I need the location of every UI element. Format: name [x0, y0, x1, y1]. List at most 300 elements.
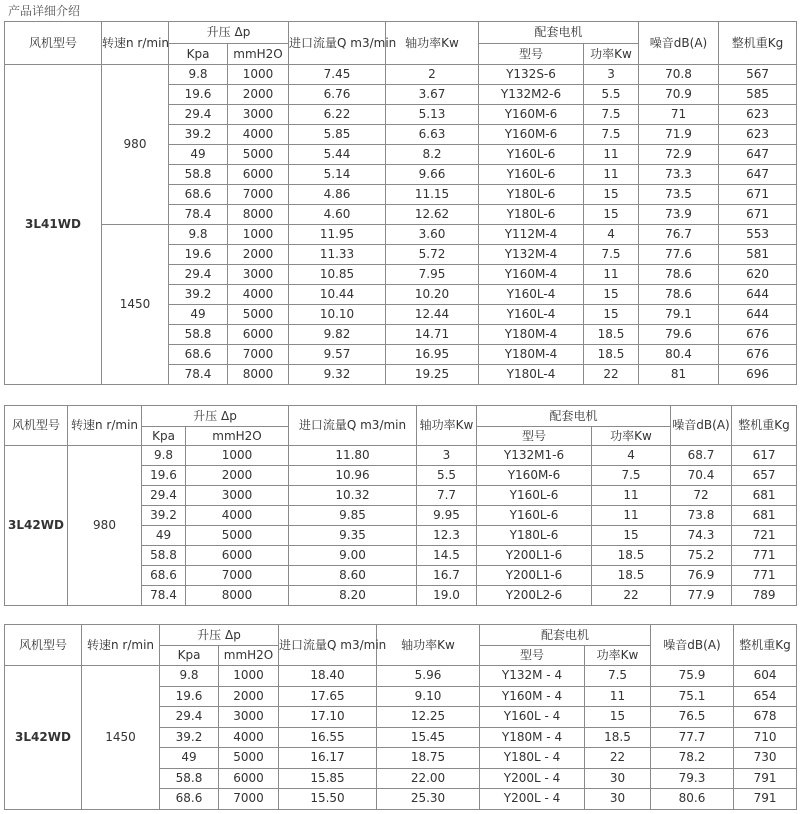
motor-type-cell: Y200L1-6 — [477, 566, 592, 586]
mmh2o-cell: 1000 — [228, 225, 289, 245]
mmh2o-cell: 5000 — [186, 526, 289, 546]
spec-table-3l41wd — [4, 21, 797, 385]
motor-type-cell: Y180M-4 — [479, 325, 584, 345]
model-cell: 3L42WD — [5, 446, 68, 606]
header-model: 风机型号 — [5, 625, 82, 666]
shaft-power-cell: 19.0 — [417, 586, 477, 606]
header-weight: 整机重Kg — [734, 625, 797, 666]
noise-cell: 73.8 — [671, 506, 732, 526]
motor-power-cell: 7.5 — [592, 466, 671, 486]
motor-type-cell: Y180L-4 — [479, 365, 584, 385]
mmh2o-cell: 2000 — [228, 245, 289, 265]
noise-cell: 76.7 — [639, 225, 719, 245]
mmh2o-cell: 4000 — [186, 506, 289, 526]
header-flow: 进口流量Q m3/min — [279, 625, 377, 666]
kpa-cell: 9.8 — [142, 446, 186, 466]
flow-cell: 11.80 — [289, 446, 417, 466]
motor-type-cell: Y160L - 4 — [480, 707, 585, 728]
mmh2o-cell: 8000 — [228, 205, 289, 225]
kpa-cell: 9.8 — [169, 225, 228, 245]
weight-cell: 654 — [734, 686, 797, 707]
weight-cell: 721 — [732, 526, 797, 546]
header-weight: 整机重Kg — [719, 22, 797, 65]
weight-cell: 647 — [719, 145, 797, 165]
flow-cell: 17.10 — [279, 707, 377, 728]
motor-type-cell: Y180L-6 — [477, 526, 592, 546]
motor-power-cell: 7.5 — [584, 105, 639, 125]
speed-cell: 980 — [102, 65, 169, 225]
kpa-cell: 29.4 — [142, 486, 186, 506]
shaft-power-cell: 25.30 — [377, 789, 480, 810]
table-row — [5, 446, 797, 466]
motor-power-cell: 11 — [584, 265, 639, 285]
flow-cell: 9.00 — [289, 546, 417, 566]
mmh2o-cell: 3000 — [228, 105, 289, 125]
motor-power-cell: 7.5 — [584, 245, 639, 265]
motor-power-cell: 18.5 — [592, 546, 671, 566]
mmh2o-cell: 3000 — [219, 707, 279, 728]
noise-cell: 72.9 — [639, 145, 719, 165]
mmh2o-cell: 6000 — [228, 165, 289, 185]
shaft-power-cell: 5.96 — [377, 666, 480, 687]
mmh2o-cell: 8000 — [186, 586, 289, 606]
motor-type-cell: Y200L2-6 — [477, 586, 592, 606]
header-motor-type: 型号 — [480, 646, 585, 666]
shaft-power-cell: 3.67 — [386, 85, 479, 105]
kpa-cell: 29.4 — [160, 707, 219, 728]
header-motor: 配套电机 — [480, 625, 651, 646]
noise-cell: 76.5 — [651, 707, 734, 728]
flow-cell: 16.17 — [279, 748, 377, 769]
weight-cell: 647 — [719, 165, 797, 185]
motor-power-cell: 18.5 — [592, 566, 671, 586]
weight-cell: 585 — [719, 85, 797, 105]
weight-cell: 730 — [734, 748, 797, 769]
kpa-cell: 39.2 — [169, 125, 228, 145]
motor-type-cell: Y132M2-6 — [479, 85, 584, 105]
header-flow: 进口流量Q m3/min — [289, 22, 386, 65]
motor-type-cell: Y132S-6 — [479, 65, 584, 85]
weight-cell: 553 — [719, 225, 797, 245]
kpa-cell: 19.6 — [169, 245, 228, 265]
mmh2o-cell: 3000 — [228, 265, 289, 285]
motor-power-cell: 15 — [584, 205, 639, 225]
header-model: 风机型号 — [5, 22, 102, 65]
flow-cell: 10.10 — [289, 305, 386, 325]
table-row — [5, 65, 797, 85]
motor-type-cell: Y160L-6 — [477, 486, 592, 506]
motor-power-cell: 22 — [584, 365, 639, 385]
mmh2o-cell: 5000 — [219, 748, 279, 769]
page-caption: 产品详细介绍 — [8, 4, 81, 18]
noise-cell: 78.6 — [639, 285, 719, 305]
header-pressure: 升压 Δp — [169, 22, 289, 44]
mmh2o-cell: 4000 — [228, 285, 289, 305]
kpa-cell: 49 — [142, 526, 186, 546]
weight-cell: 676 — [719, 345, 797, 365]
kpa-cell: 49 — [169, 305, 228, 325]
flow-cell: 5.85 — [289, 125, 386, 145]
kpa-cell: 39.2 — [142, 506, 186, 526]
motor-power-cell: 18.5 — [584, 325, 639, 345]
noise-cell: 78.6 — [639, 265, 719, 285]
mmh2o-cell: 1000 — [186, 446, 289, 466]
noise-cell: 79.6 — [639, 325, 719, 345]
noise-cell: 73.9 — [639, 205, 719, 225]
flow-cell: 10.85 — [289, 265, 386, 285]
motor-type-cell: Y180L-6 — [479, 185, 584, 205]
flow-cell: 18.40 — [279, 666, 377, 687]
noise-cell: 74.3 — [671, 526, 732, 546]
noise-cell: 78.2 — [651, 748, 734, 769]
noise-cell: 77.7 — [651, 727, 734, 748]
kpa-cell: 68.6 — [169, 185, 228, 205]
motor-type-cell: Y160L-6 — [477, 506, 592, 526]
motor-type-cell: Y160L-6 — [479, 145, 584, 165]
flow-cell: 8.60 — [289, 566, 417, 586]
shaft-power-cell: 12.62 — [386, 205, 479, 225]
shaft-power-cell: 18.75 — [377, 748, 480, 769]
kpa-cell: 49 — [160, 748, 219, 769]
mmh2o-cell: 5000 — [228, 145, 289, 165]
flow-cell: 9.85 — [289, 506, 417, 526]
mmh2o-cell: 6000 — [186, 546, 289, 566]
kpa-cell: 78.4 — [142, 586, 186, 606]
shaft-power-cell: 6.63 — [386, 125, 479, 145]
flow-cell: 9.82 — [289, 325, 386, 345]
motor-type-cell: Y200L1-6 — [477, 546, 592, 566]
header-noise: 噪音dB(A) — [671, 406, 732, 446]
weight-cell: 567 — [719, 65, 797, 85]
shaft-power-cell: 19.25 — [386, 365, 479, 385]
kpa-cell: 9.8 — [160, 666, 219, 687]
weight-cell: 644 — [719, 285, 797, 305]
weight-cell: 671 — [719, 205, 797, 225]
shaft-power-cell: 9.95 — [417, 506, 477, 526]
motor-power-cell: 30 — [585, 789, 651, 810]
kpa-cell: 9.8 — [169, 65, 228, 85]
kpa-cell: 58.8 — [142, 546, 186, 566]
mmh2o-cell: 7000 — [228, 185, 289, 205]
noise-cell: 70.9 — [639, 85, 719, 105]
header-motor-power: 功率Kw — [592, 427, 671, 446]
flow-cell: 8.20 — [289, 586, 417, 606]
flow-cell: 4.60 — [289, 205, 386, 225]
motor-power-cell: 4 — [584, 225, 639, 245]
flow-cell: 6.22 — [289, 105, 386, 125]
weight-cell: 791 — [734, 768, 797, 789]
spec-table-3l42wd-980 — [4, 405, 797, 606]
header-kpa: Kpa — [169, 44, 228, 65]
mmh2o-cell: 2000 — [219, 686, 279, 707]
mmh2o-cell: 7000 — [186, 566, 289, 586]
flow-cell: 9.32 — [289, 365, 386, 385]
kpa-cell: 58.8 — [169, 325, 228, 345]
weight-cell: 581 — [719, 245, 797, 265]
kpa-cell: 29.4 — [169, 265, 228, 285]
kpa-cell: 49 — [169, 145, 228, 165]
motor-power-cell: 11 — [584, 145, 639, 165]
shaft-power-cell: 22.00 — [377, 768, 480, 789]
shaft-power-cell: 7.95 — [386, 265, 479, 285]
flow-cell: 6.76 — [289, 85, 386, 105]
header-row — [5, 406, 797, 427]
weight-cell: 623 — [719, 105, 797, 125]
shaft-power-cell: 16.95 — [386, 345, 479, 365]
motor-type-cell: Y200L - 4 — [480, 789, 585, 810]
mmh2o-cell: 7000 — [219, 789, 279, 810]
mmh2o-cell: 1000 — [228, 65, 289, 85]
noise-cell: 75.1 — [651, 686, 734, 707]
mmh2o-cell: 6000 — [219, 768, 279, 789]
flow-cell: 5.44 — [289, 145, 386, 165]
mmh2o-cell: 5000 — [228, 305, 289, 325]
kpa-cell: 68.6 — [160, 789, 219, 810]
motor-power-cell: 7.5 — [585, 666, 651, 687]
header-motor-power: 功率Kw — [585, 646, 651, 666]
noise-cell: 80.6 — [651, 789, 734, 810]
motor-power-cell: 11 — [584, 165, 639, 185]
motor-type-cell: Y180M - 4 — [480, 727, 585, 748]
header-weight: 整机重Kg — [732, 406, 797, 446]
motor-type-cell: Y160M-6 — [477, 466, 592, 486]
weight-cell: 604 — [734, 666, 797, 687]
motor-power-cell: 4 — [592, 446, 671, 466]
noise-cell: 79.1 — [639, 305, 719, 325]
weight-cell: 617 — [732, 446, 797, 466]
kpa-cell: 39.2 — [160, 727, 219, 748]
weight-cell: 789 — [732, 586, 797, 606]
motor-type-cell: Y180L-6 — [479, 205, 584, 225]
motor-type-cell: Y160L-4 — [479, 305, 584, 325]
flow-cell: 15.50 — [279, 789, 377, 810]
header-pressure: 升压 Δp — [160, 625, 279, 646]
kpa-cell: 78.4 — [169, 205, 228, 225]
flow-cell: 11.33 — [289, 245, 386, 265]
header-mmh2o: mmH2O — [219, 646, 279, 666]
header-flow: 进口流量Q m3/min — [289, 406, 417, 446]
flow-cell: 11.95 — [289, 225, 386, 245]
kpa-cell: 19.6 — [142, 466, 186, 486]
noise-cell: 75.2 — [671, 546, 732, 566]
motor-power-cell: 22 — [592, 586, 671, 606]
header-shaft-power: 轴功率Kw — [377, 625, 480, 666]
kpa-cell: 58.8 — [169, 165, 228, 185]
table-row — [5, 666, 797, 687]
weight-cell: 676 — [719, 325, 797, 345]
motor-power-cell: 15 — [584, 185, 639, 205]
shaft-power-cell: 7.7 — [417, 486, 477, 506]
noise-cell: 73.5 — [639, 185, 719, 205]
noise-cell: 71 — [639, 105, 719, 125]
noise-cell: 77.6 — [639, 245, 719, 265]
shaft-power-cell: 12.25 — [377, 707, 480, 728]
shaft-power-cell: 10.20 — [386, 285, 479, 305]
motor-type-cell: Y180L - 4 — [480, 748, 585, 769]
noise-cell: 75.9 — [651, 666, 734, 687]
model-cell: 3L42WD — [5, 666, 82, 810]
weight-cell: 657 — [732, 466, 797, 486]
motor-type-cell: Y160L-4 — [479, 285, 584, 305]
spec-table-3l42wd-1450 — [4, 624, 797, 810]
motor-type-cell: Y132M-4 — [479, 245, 584, 265]
mmh2o-cell: 1000 — [219, 666, 279, 687]
weight-cell: 771 — [732, 546, 797, 566]
motor-type-cell: Y200L - 4 — [480, 768, 585, 789]
speed-cell: 1450 — [102, 225, 169, 385]
header-motor: 配套电机 — [477, 406, 671, 427]
shaft-power-cell: 5.5 — [417, 466, 477, 486]
model-cell: 3L41WD — [5, 65, 102, 385]
shaft-power-cell: 5.13 — [386, 105, 479, 125]
shaft-power-cell: 9.10 — [377, 686, 480, 707]
flow-cell: 10.32 — [289, 486, 417, 506]
motor-power-cell: 22 — [585, 748, 651, 769]
motor-power-cell: 11 — [585, 686, 651, 707]
header-kpa: Kpa — [160, 646, 219, 666]
flow-cell: 17.65 — [279, 686, 377, 707]
flow-cell: 9.35 — [289, 526, 417, 546]
header-speed: 转速n r/min — [102, 22, 169, 65]
noise-cell: 81 — [639, 365, 719, 385]
weight-cell: 678 — [734, 707, 797, 728]
header-noise: 噪音dB(A) — [651, 625, 734, 666]
noise-cell: 80.4 — [639, 345, 719, 365]
shaft-power-cell: 14.5 — [417, 546, 477, 566]
weight-cell: 671 — [719, 185, 797, 205]
shaft-power-cell: 5.72 — [386, 245, 479, 265]
motor-type-cell: Y160M-6 — [479, 105, 584, 125]
shaft-power-cell: 3.60 — [386, 225, 479, 245]
header-speed: 转速n r/min — [68, 406, 142, 446]
header-model: 风机型号 — [5, 406, 68, 446]
flow-cell: 16.55 — [279, 727, 377, 748]
motor-power-cell: 7.5 — [584, 125, 639, 145]
motor-power-cell: 15 — [592, 526, 671, 546]
motor-power-cell: 3 — [584, 65, 639, 85]
flow-cell: 7.45 — [289, 65, 386, 85]
header-row — [5, 625, 797, 646]
motor-type-cell: Y160M-6 — [479, 125, 584, 145]
mmh2o-cell: 7000 — [228, 345, 289, 365]
header-shaft-power: 轴功率Kw — [386, 22, 479, 65]
noise-cell: 71.9 — [639, 125, 719, 145]
header-shaft-power: 轴功率Kw — [417, 406, 477, 446]
mmh2o-cell: 4000 — [228, 125, 289, 145]
noise-cell: 72 — [671, 486, 732, 506]
shaft-power-cell: 15.45 — [377, 727, 480, 748]
shaft-power-cell: 8.2 — [386, 145, 479, 165]
noise-cell: 79.3 — [651, 768, 734, 789]
motor-power-cell: 18.5 — [585, 727, 651, 748]
weight-cell: 696 — [719, 365, 797, 385]
weight-cell: 681 — [732, 486, 797, 506]
motor-power-cell: 30 — [585, 768, 651, 789]
kpa-cell: 19.6 — [169, 85, 228, 105]
noise-cell: 73.3 — [639, 165, 719, 185]
motor-power-cell: 5.5 — [584, 85, 639, 105]
motor-type-cell: Y160M - 4 — [480, 686, 585, 707]
noise-cell: 70.8 — [639, 65, 719, 85]
flow-cell: 4.86 — [289, 185, 386, 205]
motor-type-cell: Y132M1-6 — [477, 446, 592, 466]
table-row — [5, 225, 797, 245]
motor-type-cell: Y132M - 4 — [480, 666, 585, 687]
noise-cell: 68.7 — [671, 446, 732, 466]
shaft-power-cell: 12.44 — [386, 305, 479, 325]
motor-power-cell: 11 — [592, 506, 671, 526]
noise-cell: 77.9 — [671, 586, 732, 606]
kpa-cell: 39.2 — [169, 285, 228, 305]
shaft-power-cell: 11.15 — [386, 185, 479, 205]
header-speed: 转速n r/min — [82, 625, 160, 666]
motor-type-cell: Y160L-6 — [479, 165, 584, 185]
flow-cell: 10.44 — [289, 285, 386, 305]
kpa-cell: 29.4 — [169, 105, 228, 125]
header-mmh2o: mmH2O — [186, 427, 289, 446]
mmh2o-cell: 8000 — [228, 365, 289, 385]
shaft-power-cell: 16.7 — [417, 566, 477, 586]
motor-power-cell: 15 — [585, 707, 651, 728]
weight-cell: 620 — [719, 265, 797, 285]
flow-cell: 10.96 — [289, 466, 417, 486]
motor-power-cell: 15 — [584, 305, 639, 325]
motor-type-cell: Y180M-4 — [479, 345, 584, 365]
shaft-power-cell: 14.71 — [386, 325, 479, 345]
header-noise: 噪音dB(A) — [639, 22, 719, 65]
kpa-cell: 68.6 — [142, 566, 186, 586]
kpa-cell: 58.8 — [160, 768, 219, 789]
flow-cell: 15.85 — [279, 768, 377, 789]
speed-cell: 980 — [68, 446, 142, 606]
weight-cell: 771 — [732, 566, 797, 586]
mmh2o-cell: 6000 — [228, 325, 289, 345]
header-pressure: 升压 Δp — [142, 406, 289, 427]
noise-cell: 76.9 — [671, 566, 732, 586]
motor-type-cell: Y112M-4 — [479, 225, 584, 245]
header-kpa: Kpa — [142, 427, 186, 446]
flow-cell: 9.57 — [289, 345, 386, 365]
weight-cell: 644 — [719, 305, 797, 325]
flow-cell: 5.14 — [289, 165, 386, 185]
motor-power-cell: 11 — [592, 486, 671, 506]
motor-power-cell: 18.5 — [584, 345, 639, 365]
mmh2o-cell: 3000 — [186, 486, 289, 506]
shaft-power-cell: 3 — [417, 446, 477, 466]
weight-cell: 710 — [734, 727, 797, 748]
noise-cell: 70.4 — [671, 466, 732, 486]
mmh2o-cell: 2000 — [186, 466, 289, 486]
weight-cell: 623 — [719, 125, 797, 145]
header-motor-type: 型号 — [479, 44, 584, 65]
mmh2o-cell: 2000 — [228, 85, 289, 105]
weight-cell: 791 — [734, 789, 797, 810]
kpa-cell: 78.4 — [169, 365, 228, 385]
weight-cell: 681 — [732, 506, 797, 526]
speed-cell: 1450 — [82, 666, 160, 810]
motor-power-cell: 15 — [584, 285, 639, 305]
shaft-power-cell: 2 — [386, 65, 479, 85]
header-motor-type: 型号 — [477, 427, 592, 446]
shaft-power-cell: 12.3 — [417, 526, 477, 546]
shaft-power-cell: 9.66 — [386, 165, 479, 185]
kpa-cell: 68.6 — [169, 345, 228, 365]
mmh2o-cell: 4000 — [219, 727, 279, 748]
header-motor-power: 功率Kw — [584, 44, 639, 65]
header-motor: 配套电机 — [479, 22, 639, 44]
kpa-cell: 19.6 — [160, 686, 219, 707]
motor-type-cell: Y160M-4 — [479, 265, 584, 285]
